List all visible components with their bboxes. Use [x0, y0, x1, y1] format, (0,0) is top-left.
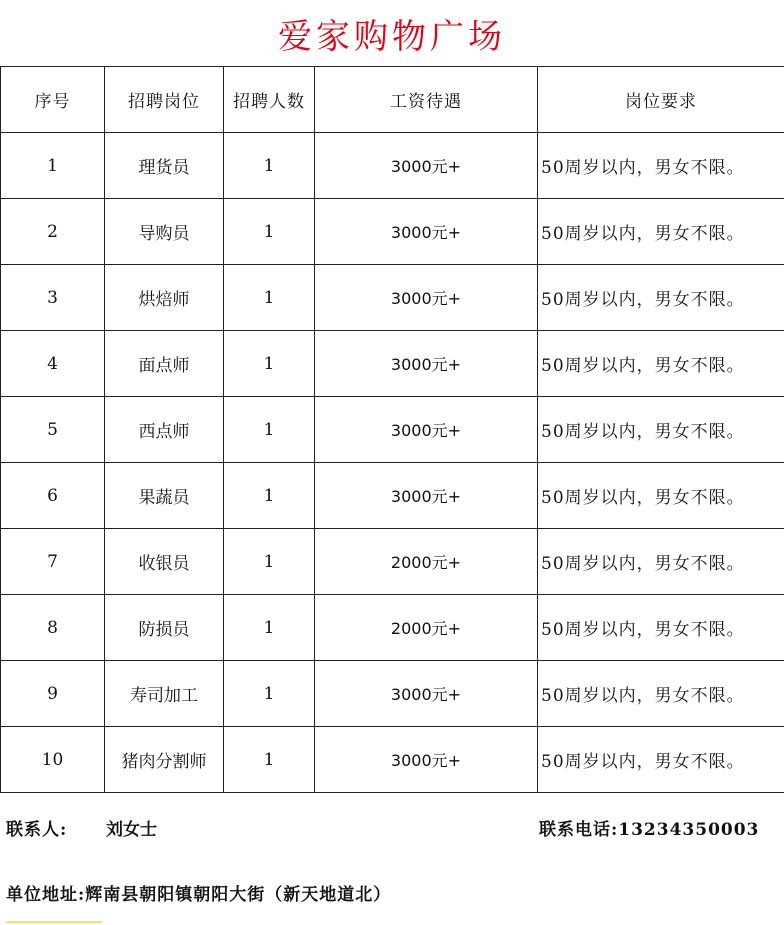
cell-count: 1 — [224, 133, 315, 199]
cell-requirement: 50周岁以内，男女不限。 — [538, 661, 784, 727]
header-number: 序号 — [1, 67, 105, 133]
table-header-row — [1, 67, 784, 133]
cell-salary: 3000元+ — [315, 661, 538, 727]
cell-requirement: 50周岁以内，男女不限。 — [538, 199, 784, 265]
header-salary: 工资待遇 — [315, 67, 538, 133]
cell-count: 1 — [224, 661, 315, 727]
cell-number: 7 — [1, 529, 105, 595]
table-row — [1, 661, 784, 727]
header-position: 招聘岗位 — [105, 67, 224, 133]
cell-salary: 3000元+ — [315, 133, 538, 199]
contact-phone: 联系电话:13234350003 — [539, 820, 760, 840]
cell-requirement: 50周岁以内，男女不限。 — [538, 463, 784, 529]
table-row — [1, 529, 784, 595]
cell-number: 5 — [1, 397, 105, 463]
cell-position: 烘焙师 — [105, 265, 224, 331]
header-requirement: 岗位要求 — [538, 67, 784, 133]
highlight-underline — [6, 921, 102, 923]
cell-position: 收银员 — [105, 529, 224, 595]
cell-requirement: 50周岁以内，男女不限。 — [538, 397, 784, 463]
cell-count: 1 — [224, 331, 315, 397]
cell-requirement: 50周岁以内，男女不限。 — [538, 265, 784, 331]
cell-number: 2 — [1, 199, 105, 265]
cell-position: 猪肉分割师 — [105, 727, 224, 793]
cell-number: 10 — [1, 727, 105, 793]
cell-number: 9 — [1, 661, 105, 727]
cell-position: 果蔬员 — [105, 463, 224, 529]
contact-name: 刘女士 — [106, 820, 157, 840]
cell-position: 防损员 — [105, 595, 224, 661]
cell-salary: 3000元+ — [315, 199, 538, 265]
contact-person — [6, 815, 157, 840]
page-title: 爱家购物广场 — [278, 16, 506, 57]
cell-count: 1 — [224, 595, 315, 661]
cell-count: 1 — [224, 265, 315, 331]
cell-salary: 3000元+ — [315, 331, 538, 397]
recruitment-table — [0, 66, 784, 793]
cell-position: 面点师 — [105, 331, 224, 397]
cell-count: 1 — [224, 529, 315, 595]
table-row — [1, 199, 784, 265]
cell-salary: 3000元+ — [315, 397, 538, 463]
cell-number: 3 — [1, 265, 105, 331]
header-count: 招聘人数 — [224, 67, 315, 133]
cell-position: 导购员 — [105, 199, 224, 265]
cell-number: 8 — [1, 595, 105, 661]
cell-requirement: 50周岁以内，男女不限。 — [538, 529, 784, 595]
cell-requirement: 50周岁以内，男女不限。 — [538, 595, 784, 661]
cell-salary: 2000元+ — [315, 529, 538, 595]
cell-requirement: 50周岁以内，男女不限。 — [538, 331, 784, 397]
cell-position: 西点师 — [105, 397, 224, 463]
cell-number: 6 — [1, 463, 105, 529]
cell-salary: 3000元+ — [315, 265, 538, 331]
cell-position: 理货员 — [105, 133, 224, 199]
table-row — [1, 133, 784, 199]
cell-count: 1 — [224, 397, 315, 463]
cell-count: 1 — [224, 463, 315, 529]
cell-salary: 3000元+ — [315, 727, 538, 793]
table-row — [1, 727, 784, 793]
cell-position: 寿司加工 — [105, 661, 224, 727]
table-row — [1, 265, 784, 331]
table-row — [1, 331, 784, 397]
cell-number: 1 — [1, 133, 105, 199]
cell-count: 1 — [224, 727, 315, 793]
contact-label: 联系人: — [6, 820, 68, 840]
table-row — [1, 397, 784, 463]
cell-requirement: 50周岁以内，男女不限。 — [538, 727, 784, 793]
cell-salary: 2000元+ — [315, 595, 538, 661]
table-row — [1, 463, 784, 529]
cell-count: 1 — [224, 199, 315, 265]
company-address: 单位地址:辉南县朝阳镇朝阳大街（新天地道北） — [6, 885, 392, 905]
cell-salary: 3000元+ — [315, 463, 538, 529]
table-row — [1, 595, 784, 661]
cell-requirement: 50周岁以内，男女不限。 — [538, 133, 784, 199]
table-body — [1, 133, 784, 793]
cell-number: 4 — [1, 331, 105, 397]
